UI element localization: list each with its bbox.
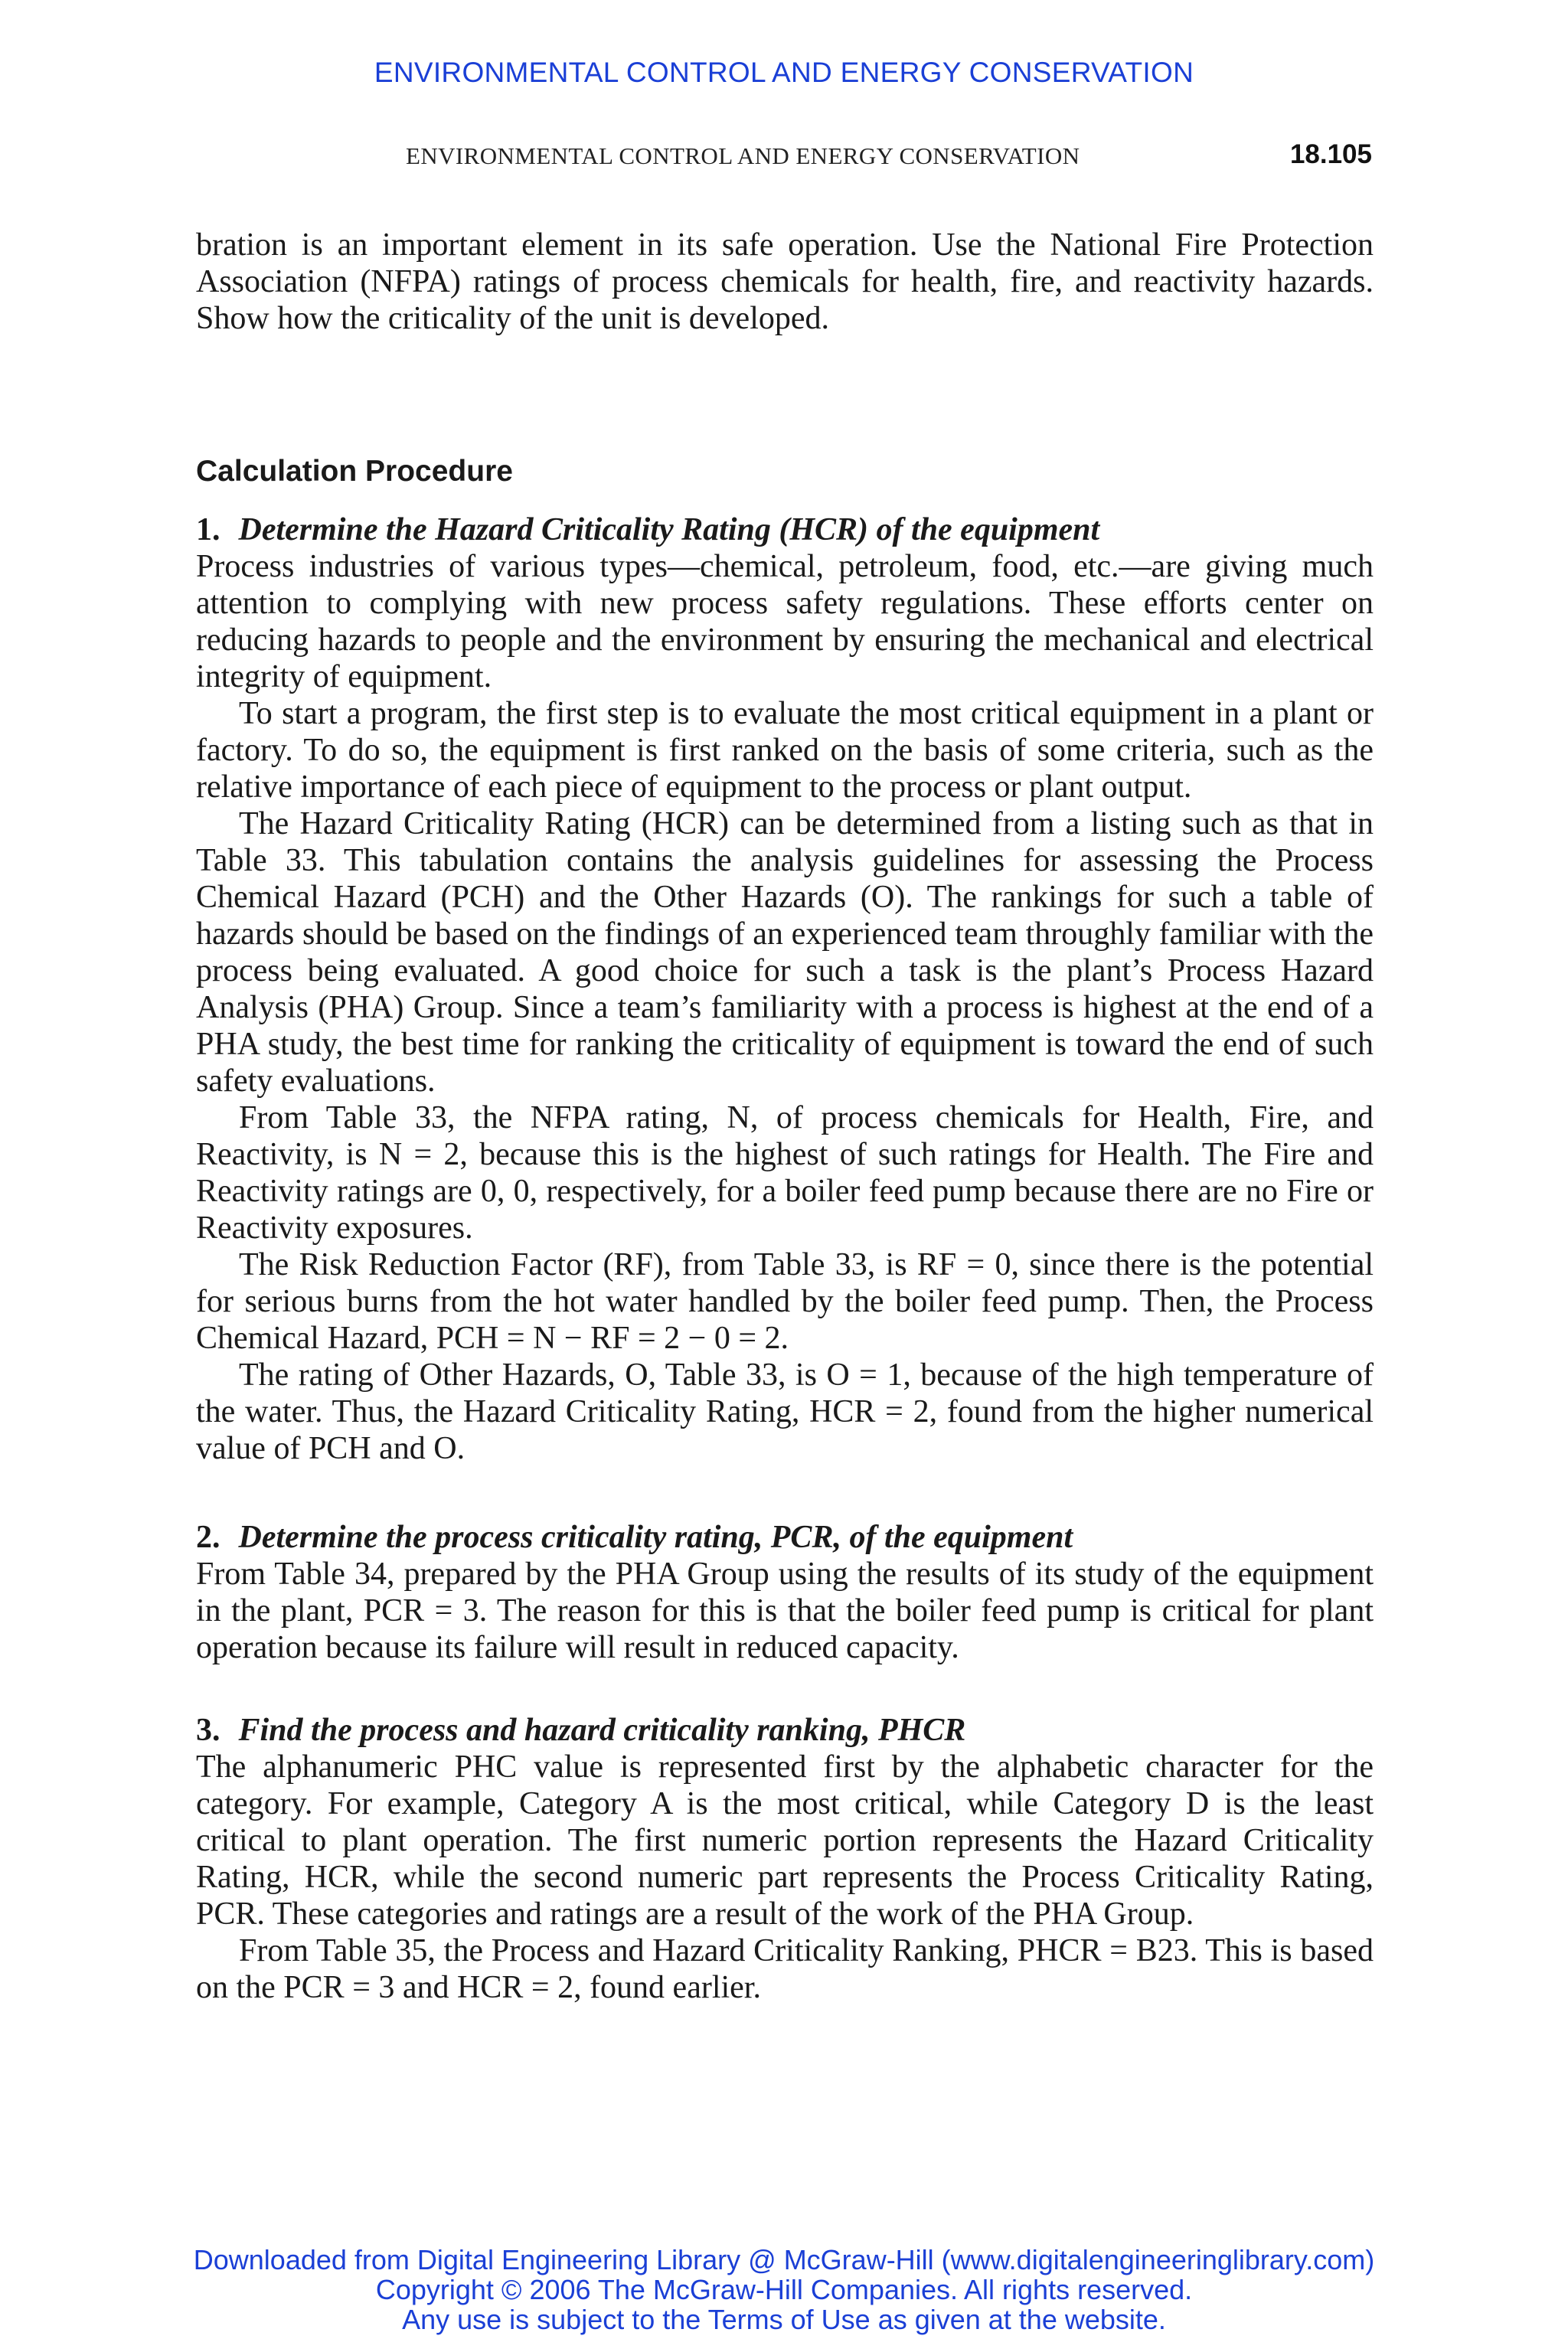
step-3-heading xyxy=(196,1712,1374,1749)
step-1-number: 1. xyxy=(196,512,220,547)
intro-paragraph: bration is an important element in its safe operation. Use the National Fire Protection Association (NFPA) ratings of process chemicals for health, fire, and reactivity hazards. Show how the criticality of the unit is developed. xyxy=(196,227,1374,336)
step-1-paragraph-5: The Risk Reduction Factor (RF), from Table 33, is RF = 0, since there is the potential for serious burns from the hot water handled by the boiler feed pump. Then, the Process Chemical Hazard, PCH = N − RF = 2 − 0 = 2. xyxy=(196,1247,1374,1356)
running-head: ENVIRONMENTAL CONTROL AND ENERGY CONSERVATION xyxy=(406,142,1080,169)
step-1-heading xyxy=(196,511,1374,548)
page-number: 18.105 xyxy=(1289,139,1372,169)
footer-copyright: Copyright © 2006 The McGraw-Hill Companies. All rights reserved. xyxy=(375,2274,1193,2305)
step-1-paragraph-1: Process industries of various types—chemical, petroleum, food, etc.—are giving much attention to complying with new process safety regulations. These efforts center on reducing hazards to people and the environment by ensuring the mechanical and electrical integrity of equipment. xyxy=(196,549,1374,694)
footer-notice xyxy=(0,2245,1568,2334)
step-3-number: 3. xyxy=(196,1713,220,1748)
step-1-paragraph-2: To start a program, the first step is to evaluate the most critical equipment in a plant or factory. To do so, the equipment is first ranked on the basis of some criteria, such as the relative importance of each piece of equipment to the process or plant output. xyxy=(196,696,1374,805)
footer-terms: Any use is subject to the Terms of Use as given at the website. xyxy=(402,2304,1166,2335)
step-3-title: Find the process and hazard criticality ranking, PHCR xyxy=(238,1713,966,1748)
step-2-paragraph-1: From Table 34, prepared by the PHA Group using the results of its study of the equipment in the plant, PCR = 3. The reason for this is that the boiler feed pump is critical for plant operation because its failure will result in reduced capacity. xyxy=(196,1557,1374,1665)
step-1-paragraph-3: The Hazard Criticality Rating (HCR) can be determined from a listing such as that in Table 33. This tabulation contains the analysis guidelines for assessing the Process Chemical Hazard (PCH) and the Other Hazards (O). The rankings for such a table of hazards should be based on the findings of an experienced team throughly familiar with the process being evaluated. A good choice for such a task is the plant’s Process Hazard Analysis (PHA) Group. Since a team’s familiarity with a process is highest at the end of a PHA study, the best time for ranking the criticality of equipment is toward the end of such safety evaluations. xyxy=(196,806,1374,1099)
step-3-paragraph-2: From Table 35, the Process and Hazard Criticality Ranking, PHCR = B23. This is based on the PCR = 3 and HCR = 2, found earlier. xyxy=(196,1933,1374,2005)
step-2-number: 2. xyxy=(196,1520,220,1555)
step-2-title: Determine the process criticality rating, PCR, of the equipment xyxy=(238,1520,1073,1555)
step-1-paragraph-6: The rating of Other Hazards, O, Table 33, is O = 1, because of the high temperature of the water. Thus, the Hazard Criticality Rating, HCR = 2, found from the higher numerical value of PCH and O. xyxy=(196,1357,1374,1466)
top-title-link[interactable]: ENVIRONMENTAL CONTROL AND ENERGY CONSERVATION xyxy=(374,57,1194,88)
section-heading: Calculation Procedure xyxy=(196,455,513,488)
step-1-paragraph-4: From Table 33, the NFPA rating, N, of process chemicals for Health, Fire, and Reactivity, is N = 2, because this is the highest of such ratings for Health. The Fire and Reactivity ratings are 0, 0, respectively, for a boiler feed pump because there are no Fire or Reactivity exposures. xyxy=(196,1100,1374,1246)
step-1-title: Determine the Hazard Criticality Rating (HCR) of the equipment xyxy=(238,512,1100,547)
step-2-heading xyxy=(196,1519,1374,1556)
page-body xyxy=(196,227,1374,2006)
step-3-paragraph-1: The alphanumeric PHC value is represented first by the alphabetic character for the category. For example, Category A is the most critical, while Category D is the least critical to plant operation. The first numeric portion represents the Hazard Criticality Rating, HCR, while the second numeric part represents the Process Criticality Rating, PCR. These categories and ratings are a result of the work of the PHA Group. xyxy=(196,1749,1374,1932)
footer-download-link[interactable]: Downloaded from Digital Engineering Library @ McGraw-Hill (www.digitalengineeringlibrary.com) xyxy=(193,2244,1375,2275)
